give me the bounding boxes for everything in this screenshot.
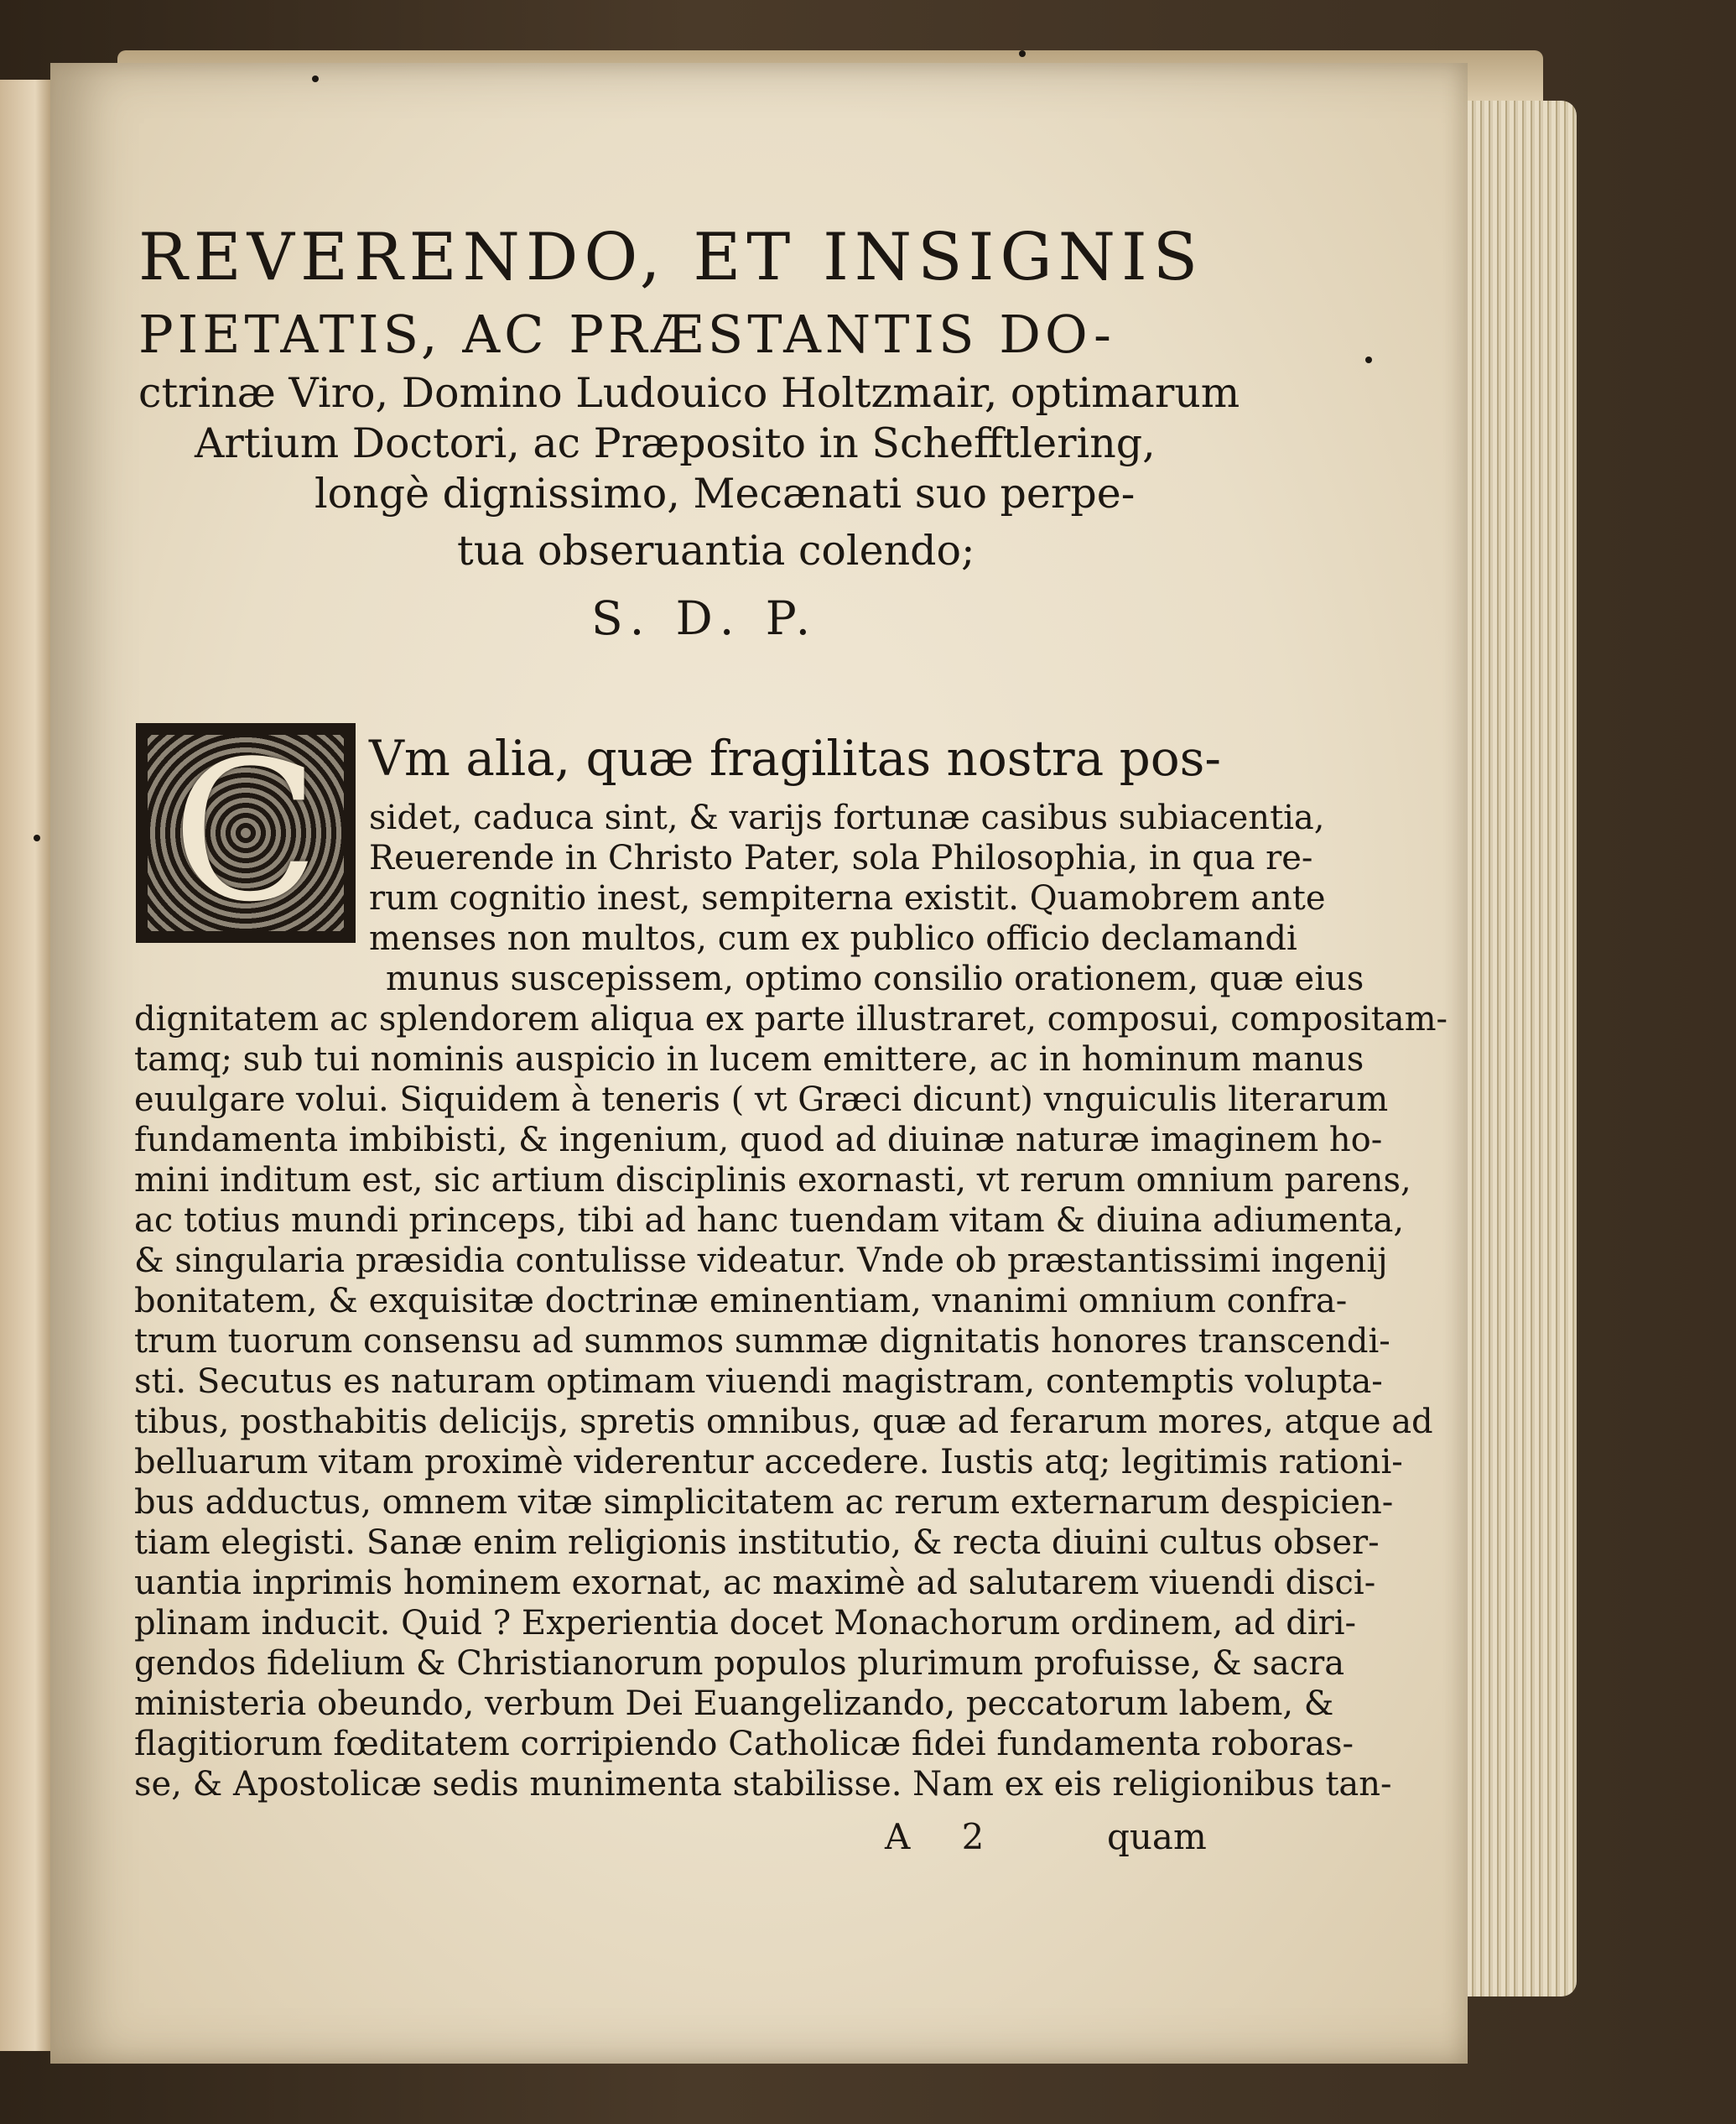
body-line: se, & Apostolicæ sedis munimenta stabilisse. Nam ex eis religionibus tan-: [134, 1765, 1392, 1804]
body-line: munus suscepissem, optimo consilio orationem, quæ eius: [386, 960, 1364, 998]
body-line: bonitatem, & exquisitæ doctrinæ eminentiam, vnanimi omnium confra-: [134, 1282, 1348, 1320]
heading-line-1: REVERENDO, ET INSIGNIS: [138, 220, 1204, 295]
body-line: rum cognitio inest, sempiterna existit. Quamobrem ante: [369, 879, 1326, 918]
body-line: sidet, caduca sint, & varijs fortunæ casibus subiacentia,: [369, 799, 1325, 837]
body-line: gendos fidelium & Christianorum populos plurimum profuisse, & sacra: [134, 1644, 1345, 1683]
page-speck: [312, 75, 319, 82]
body-line: uantia inprimis hominem exornat, ac maximè ad salutarem viuendi disci-: [134, 1564, 1376, 1602]
body-line: tiam elegisti. Sanæ enim religionis institutio, & recta diuini cultus obser-: [134, 1523, 1380, 1562]
heading-line-6: tua obseruantia colendo;: [457, 527, 975, 575]
heading-line-4: Artium Doctori, ac Præposito in Schefftlering,: [195, 419, 1156, 467]
initial-letter: C: [172, 721, 320, 945]
body-line: ministeria obeundo, verbum Dei Euangelizando, peccatorum labem, &: [134, 1684, 1334, 1723]
body-line: trum tuorum consensu ad summos summæ dignitatis honores transcendi-: [134, 1322, 1390, 1361]
body-line: tamq; sub tui nominis auspicio in lucem emittere, ac in hominum manus: [134, 1040, 1364, 1079]
body-line: plinam inducit. Quid ? Experientia docet Monachorum ordinem, ad diri-: [134, 1604, 1357, 1642]
heading-line-3: ctrinæ Viro, Domino Ludouico Holtzmair, optimarum: [138, 369, 1240, 417]
body-line: Reuerende in Christo Pater, sola Philosophia, in qua re-: [369, 839, 1313, 877]
body-line: flagitiorum fœditatem corripiendo Catholicæ fidei fundamenta roboras-: [134, 1725, 1354, 1763]
decorated-initial: [136, 723, 356, 943]
body-line: ac totius mundi princeps, tibi ad hanc tuendam vitam & diuina adiumenta,: [134, 1201, 1405, 1240]
body-line: Vm alia, quæ fragilitas nostra pos-: [369, 730, 1222, 787]
body-line: & singularia præsidia contulisse videatur. Vnde ob præstantissimi ingenij: [134, 1242, 1388, 1280]
body-line: bus adductus, omnem vitæ simplicitatem ac rerum externarum despicien-: [134, 1483, 1394, 1522]
page-speck: [34, 835, 40, 841]
body-line: mini inditum est, sic artium disciplinis exornasti, vt rerum omnium parens,: [134, 1161, 1411, 1200]
heading-line-5: longè dignissimo, Mecænati suo perpe-: [314, 470, 1136, 518]
body-line: euulgare volui. Siquidem à teneris ( vt Græci dicunt) vnguiculis literarum: [134, 1080, 1389, 1119]
page-speck: [1365, 357, 1372, 363]
catchword: quam: [1107, 1816, 1207, 1857]
body-line: menses non multos, cum ex publico officio declamandi: [369, 919, 1297, 958]
heading-line-2: PIETATIS, AC PRÆSTANTIS DO-: [138, 304, 1115, 365]
body-line: tibus, posthabitis delicijs, spretis omnibus, quæ ad ferarum mores, atque ad: [134, 1403, 1433, 1441]
body-line: sti. Secutus es naturam optimam viuendi magistram, contemptis volupta-: [134, 1362, 1383, 1401]
salutation: S. D. P.: [591, 591, 819, 645]
body-line: fundamenta imbibisti, & ingenium, quod ad diuinæ naturæ imaginem ho-: [134, 1121, 1383, 1159]
left-page-edge: [0, 80, 52, 2051]
body-line: belluarum vitam proximè viderentur accedere. Iustis atq; legitimis rationi-: [134, 1443, 1403, 1481]
body-line: dignitatem ac splendorem aliqua ex parte illustraret, composui, compositam-: [134, 1000, 1448, 1039]
page-speck: [1019, 50, 1026, 57]
signature-mark: A 2: [885, 1816, 1005, 1857]
